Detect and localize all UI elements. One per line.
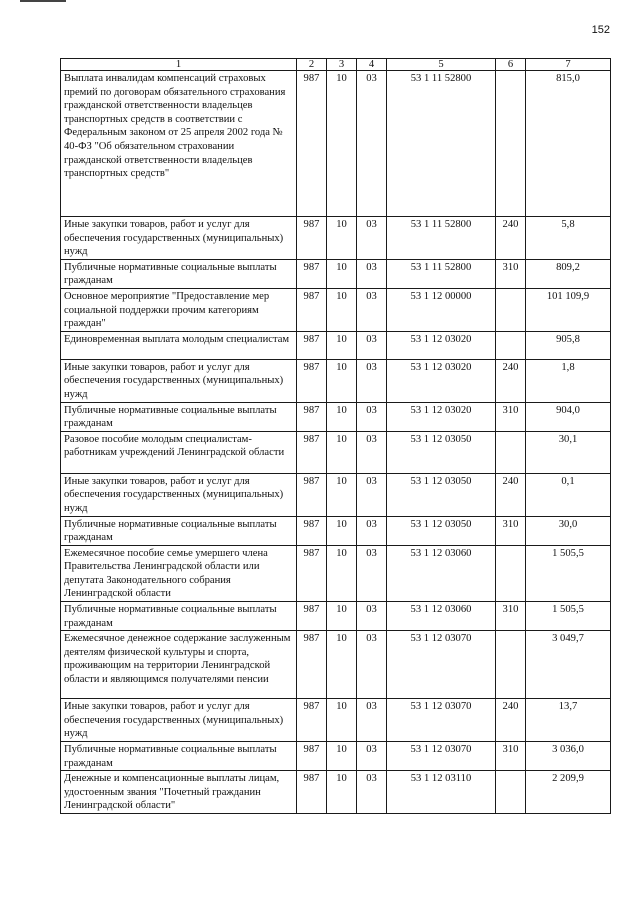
cell-section-code: 10: [327, 402, 357, 431]
cell-expense-type: [496, 431, 526, 473]
cell-target-article: 53 1 12 00000: [387, 288, 496, 331]
cell-section-code: 10: [327, 742, 357, 771]
header-col-4: 4: [357, 59, 387, 71]
cell-item-name: Иные закупки товаров, работ и услуг для обеспечения государственных (муниципальных) нужд: [61, 699, 297, 742]
budget-table: [60, 58, 611, 814]
table-row: [61, 545, 611, 601]
cell-amount: 101 109,9: [526, 288, 611, 331]
cell-section-code: 10: [327, 359, 357, 402]
cell-amount: 1,8: [526, 359, 611, 402]
header-col-6: 6: [496, 59, 526, 71]
cell-target-article: 53 1 12 03070: [387, 742, 496, 771]
header-row: [61, 59, 611, 71]
cell-expense-type: 310: [496, 742, 526, 771]
cell-expense-type: 310: [496, 259, 526, 288]
cell-item-name: Иные закупки товаров, работ и услуг для обеспечения государственных (муниципальных) нужд: [61, 359, 297, 402]
cell-section-code: 10: [327, 516, 357, 545]
table-row: [61, 473, 611, 516]
cell-item-name: Иные закупки товаров, работ и услуг для обеспечения государственных (муниципальных) нужд: [61, 473, 297, 516]
cell-item-name: Публичные нормативные социальные выплаты гражданам: [61, 602, 297, 631]
cell-section-code: 10: [327, 331, 357, 359]
cell-section-code: 10: [327, 631, 357, 699]
table-row: [61, 631, 611, 699]
cell-amount: 904,0: [526, 402, 611, 431]
cell-ministry-code: 987: [297, 259, 327, 288]
cell-section-code: 10: [327, 699, 357, 742]
cell-ministry-code: 987: [297, 631, 327, 699]
table-row: [61, 602, 611, 631]
cell-section-code: 10: [327, 259, 357, 288]
cell-expense-type: 310: [496, 602, 526, 631]
cell-target-article: 53 1 12 03020: [387, 402, 496, 431]
cell-item-name: Иные закупки товаров, работ и услуг для обеспечения государственных (муниципальных) нужд: [61, 217, 297, 260]
cell-ministry-code: 987: [297, 71, 327, 217]
cell-target-article: 53 1 12 03070: [387, 631, 496, 699]
header-col-7: 7: [526, 59, 611, 71]
cell-item-name: Разовое пособие молодым специалистам-работникам учреждений Ленинградской области: [61, 431, 297, 473]
cell-ministry-code: 987: [297, 545, 327, 601]
cell-subsection-code: 03: [357, 602, 387, 631]
cell-target-article: 53 1 12 03050: [387, 473, 496, 516]
table-row: [61, 331, 611, 359]
cell-target-article: 53 1 11 52800: [387, 259, 496, 288]
cell-target-article: 53 1 12 03020: [387, 359, 496, 402]
cell-item-name: Ежемесячное пособие семье умершего члена Правительства Ленинградской области или депутата Законодательного собрания Ленинградской области: [61, 545, 297, 601]
page-number: 152: [591, 24, 610, 36]
cell-amount: 809,2: [526, 259, 611, 288]
cell-subsection-code: 03: [357, 631, 387, 699]
cell-amount: 3 036,0: [526, 742, 611, 771]
cell-target-article: 53 1 12 03020: [387, 331, 496, 359]
cell-expense-type: [496, 288, 526, 331]
cell-amount: 1 505,5: [526, 545, 611, 601]
cell-ministry-code: 987: [297, 359, 327, 402]
cell-section-code: 10: [327, 288, 357, 331]
cell-ministry-code: 987: [297, 602, 327, 631]
cell-expense-type: 240: [496, 699, 526, 742]
cell-ministry-code: 987: [297, 402, 327, 431]
header-col-2: 2: [297, 59, 327, 71]
cell-expense-type: 240: [496, 217, 526, 260]
cell-target-article: 53 1 12 03070: [387, 699, 496, 742]
cell-item-name: Денежные и компенсационные выплаты лицам, удостоенным звания "Почетный гражданин Ленинградской области": [61, 771, 297, 814]
cell-target-article: 53 1 12 03050: [387, 431, 496, 473]
table-row: [61, 359, 611, 402]
header-col-5: 5: [387, 59, 496, 71]
table-row: [61, 217, 611, 260]
cell-section-code: 10: [327, 473, 357, 516]
cell-section-code: 10: [327, 431, 357, 473]
cell-amount: 2 209,9: [526, 771, 611, 814]
cell-target-article: 53 1 11 52800: [387, 217, 496, 260]
cell-subsection-code: 03: [357, 331, 387, 359]
header-col-3: 3: [327, 59, 357, 71]
cell-expense-type: [496, 545, 526, 601]
cell-ministry-code: 987: [297, 771, 327, 814]
cell-expense-type: [496, 71, 526, 217]
cell-expense-type: [496, 331, 526, 359]
cell-expense-type: 310: [496, 402, 526, 431]
cell-subsection-code: 03: [357, 545, 387, 601]
cell-target-article: 53 1 11 52800: [387, 71, 496, 217]
cell-section-code: 10: [327, 771, 357, 814]
cell-ministry-code: 987: [297, 217, 327, 260]
table-row: [61, 71, 611, 217]
cell-target-article: 53 1 12 03060: [387, 602, 496, 631]
cell-target-article: 53 1 12 03060: [387, 545, 496, 601]
table-row: [61, 259, 611, 288]
cell-item-name: Публичные нормативные социальные выплаты гражданам: [61, 516, 297, 545]
cell-ministry-code: 987: [297, 331, 327, 359]
cell-expense-type: [496, 631, 526, 699]
cell-subsection-code: 03: [357, 402, 387, 431]
table-row: [61, 402, 611, 431]
cell-item-name: Публичные нормативные социальные выплаты гражданам: [61, 259, 297, 288]
cell-section-code: 10: [327, 545, 357, 601]
cell-amount: 30,1: [526, 431, 611, 473]
cell-target-article: 53 1 12 03110: [387, 771, 496, 814]
cell-ministry-code: 987: [297, 699, 327, 742]
table-row: [61, 771, 611, 814]
cell-section-code: 10: [327, 217, 357, 260]
cell-subsection-code: 03: [357, 431, 387, 473]
cell-subsection-code: 03: [357, 516, 387, 545]
cell-amount: 13,7: [526, 699, 611, 742]
cell-ministry-code: 987: [297, 431, 327, 473]
cell-subsection-code: 03: [357, 71, 387, 217]
header-col-1: 1: [61, 59, 297, 71]
table-row: [61, 516, 611, 545]
cell-subsection-code: 03: [357, 359, 387, 402]
cell-amount: 5,8: [526, 217, 611, 260]
table-row: [61, 742, 611, 771]
cell-subsection-code: 03: [357, 259, 387, 288]
cell-item-name: Публичные нормативные социальные выплаты гражданам: [61, 402, 297, 431]
cell-item-name: Основное мероприятие "Предоставление мер социальной поддержки прочим категориям граждан": [61, 288, 297, 331]
cell-section-code: 10: [327, 71, 357, 217]
cell-ministry-code: 987: [297, 288, 327, 331]
cell-section-code: 10: [327, 602, 357, 631]
cell-amount: 30,0: [526, 516, 611, 545]
cell-target-article: 53 1 12 03050: [387, 516, 496, 545]
cell-expense-type: 310: [496, 516, 526, 545]
cell-ministry-code: 987: [297, 473, 327, 516]
table-body: [61, 71, 611, 814]
cell-ministry-code: 987: [297, 516, 327, 545]
cell-amount: 905,8: [526, 331, 611, 359]
cell-subsection-code: 03: [357, 699, 387, 742]
cell-item-name: Публичные нормативные социальные выплаты гражданам: [61, 742, 297, 771]
cell-expense-type: 240: [496, 473, 526, 516]
cell-subsection-code: 03: [357, 771, 387, 814]
cell-item-name: Ежемесячное денежное содержание заслуженным деятелям физической культуры и спорта, проживающим на территории Ленинградской области и являющимся получателями пенсии: [61, 631, 297, 699]
scan-edge-mark: [20, 0, 66, 2]
cell-amount: 815,0: [526, 71, 611, 217]
cell-amount: 3 049,7: [526, 631, 611, 699]
cell-item-name: Единовременная выплата молодым специалистам: [61, 331, 297, 359]
cell-subsection-code: 03: [357, 473, 387, 516]
cell-item-name: Выплата инвалидам компенсаций страховых премий по договорам обязательного страхования гражданской ответственности владельцев транспортных средств в соответствии с Федеральным законом от 25 апреля 2002 года № 40-ФЗ "Об обязательном страховании гражданской ответственности владельцев транспортных средств": [61, 71, 297, 217]
cell-subsection-code: 03: [357, 217, 387, 260]
cell-expense-type: 240: [496, 359, 526, 402]
table-row: [61, 431, 611, 473]
cell-amount: 0,1: [526, 473, 611, 516]
cell-subsection-code: 03: [357, 288, 387, 331]
table-row: [61, 699, 611, 742]
cell-ministry-code: 987: [297, 742, 327, 771]
cell-expense-type: [496, 771, 526, 814]
cell-amount: 1 505,5: [526, 602, 611, 631]
cell-subsection-code: 03: [357, 742, 387, 771]
table-row: [61, 288, 611, 331]
